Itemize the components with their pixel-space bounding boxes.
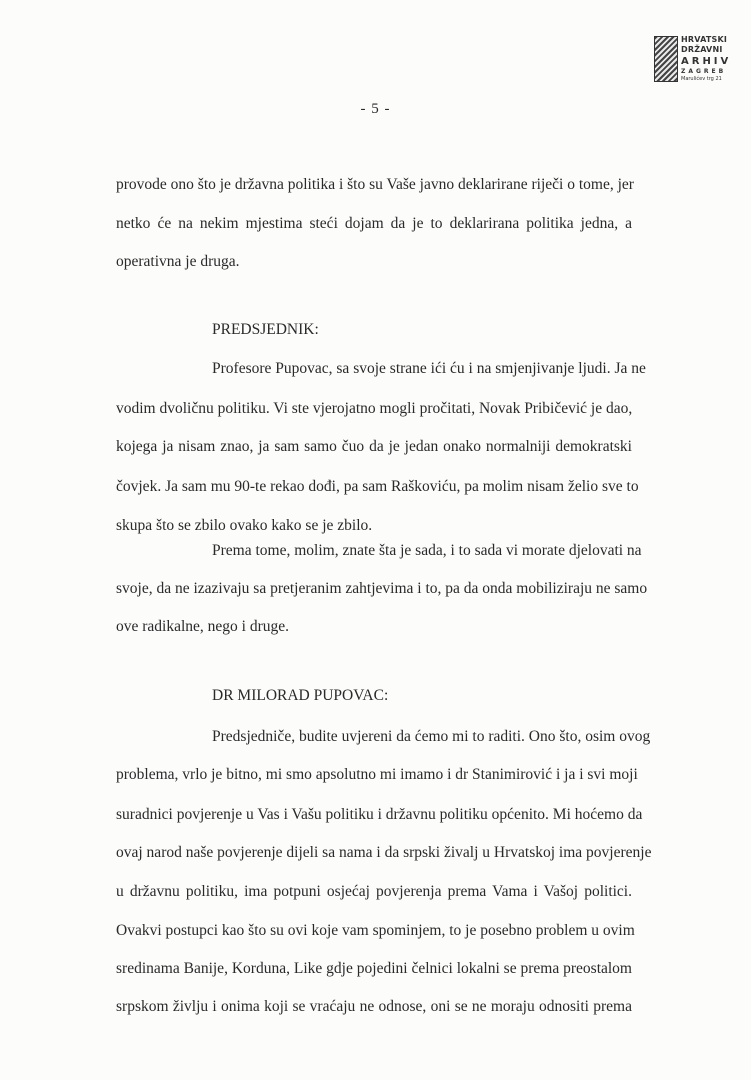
speaker-heading: PREDSJEDNIK: [212,321,319,338]
stamp-line: DRŽAVNI [681,45,723,55]
page-number: - 5 - [360,101,391,117]
text-line: Profesore Pupovac, sa svoje strane ići ću i na smjenjivanje ljudi. Ja ne [212,360,646,377]
stamp-line: HRVATSKI [681,35,728,44]
speaker-heading: DR MILORAD PUPOVAC: [212,687,389,704]
text-line: suradnici povjerenje u Vas i Vašu politiku i državnu politiku općenito. Mi hoćemo da [116,806,643,823]
text-line: ove radikalne, nego i druge. [116,618,290,635]
text-line: srpskom življu i onima koji se vraćaju ne odnose, oni se ne moraju odnositi prema [116,998,632,1015]
archive-emblem-icon [654,36,678,82]
text-line: sredinama Banije, Korduna, Like gdje pojedini čelnici lokalni se prema preostalom [116,960,632,977]
archive-stamp [654,36,736,82]
text-line: provode ono što je državna politika i što su Vaše javno deklarirane riječi o tome, jer [116,176,634,193]
text-line: operativna je druga. [116,253,240,270]
text-line: problema, vrlo je bitno, mi smo apsolutno mi imamo i dr Stanimirović i ja i svi moji [116,766,638,783]
text-line: čovjek. Ja sam mu 90-te rekao dođi, pa sam Raškoviću, pa molim nisam želio sve to [116,478,639,495]
stamp-line: ARHIV [681,55,732,67]
text-line: Prema tome, molim, znate šta je sada, i to sada vi morate djelovati na [212,542,642,559]
stamp-line: Marulićev trg 21 [681,76,722,82]
stamp-line: ZAGREB [681,67,727,75]
text-line: svoje, da ne izazivaju sa pretjeranim zahtjevima i to, pa da onda mobiliziraju ne samo [116,580,648,597]
text-line: skupa što se zbilo ovako kako se je zbilo. [116,517,373,534]
text-line: ovaj narod naše povjerenje dijeli sa nama i da srpski živalj u Hrvatskoj ima povjerenje [116,844,652,861]
text-line: Predsjedniče, budite uvjereni da ćemo mi to raditi. Ono što, osim ovog [212,728,651,745]
text-line: kojega ja nisam znao, ja sam samo čuo da je jedan onako normalniji demokratski [116,438,632,455]
archive-stamp-text [681,36,731,82]
text-line: vodim dvoličnu politiku. Vi ste vjerojatno mogli pročitati, Novak Pribičević je dao, [116,400,633,417]
text-line: u državnu politiku, ima potpuni osjećaj povjerenja prema Vama i Vašoj politici. [116,883,632,900]
text-line: Ovakvi postupci kao što su ovi koje vam spominjem, to je posebno problem u ovim [116,922,635,939]
text-line: netko će na nekim mjestima steći dojam da je to deklarirana politika jedna, a [116,215,632,232]
